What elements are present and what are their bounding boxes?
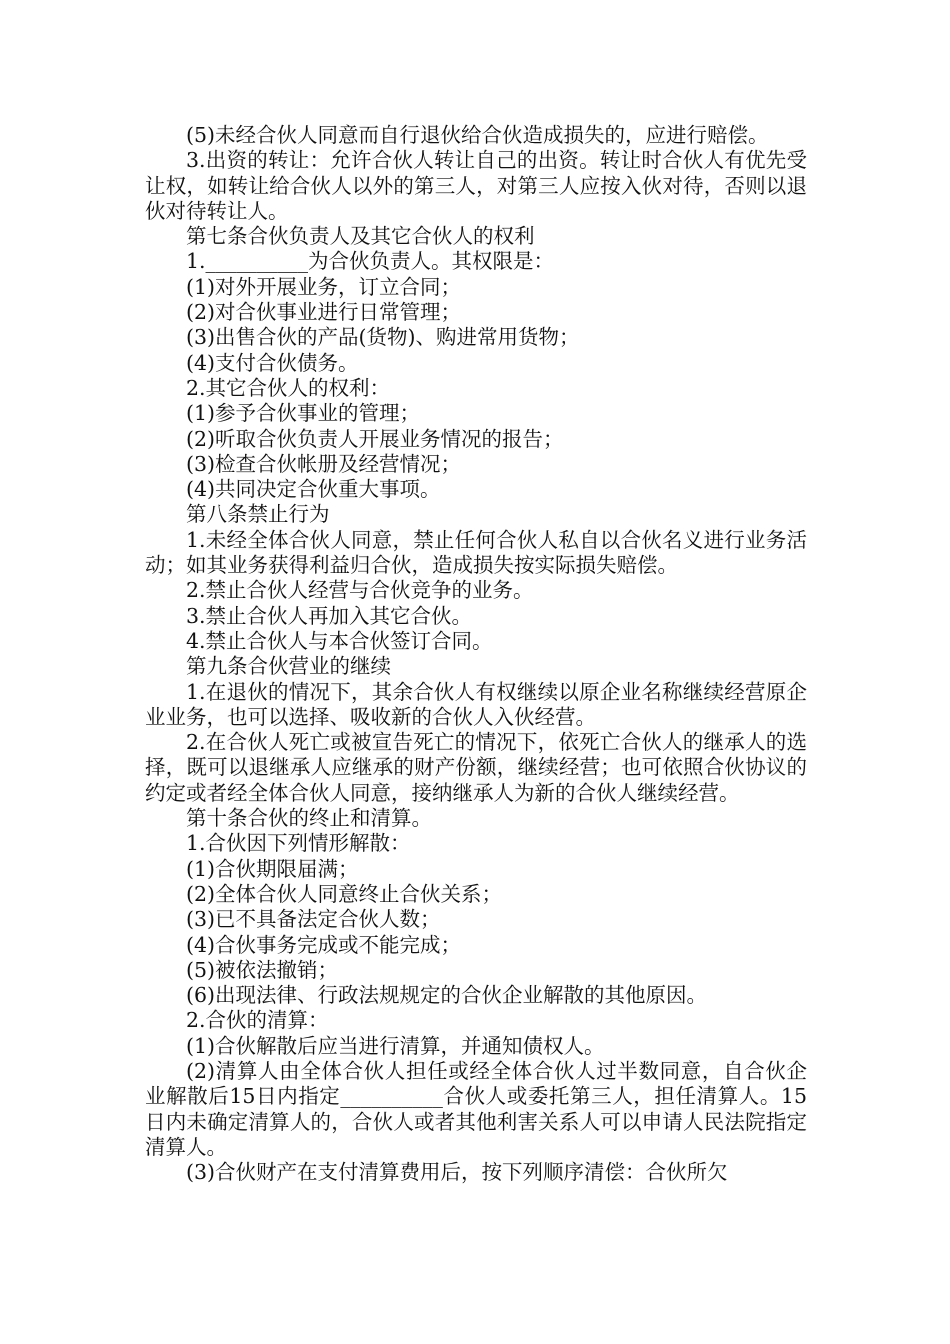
list-item: (1)合伙解散后应当进行清算，并通知债权人。 bbox=[186, 1033, 605, 1058]
section-heading: 第十条合伙的终止和清算。 bbox=[186, 806, 432, 831]
list-item: (3)合伙财产在支付清算费用后，按下列顺序清偿：合伙所欠 bbox=[186, 1160, 728, 1185]
paragraph: 2.合伙的清算： bbox=[186, 1008, 329, 1033]
paragraph: (5)未经合伙人同意而自行退伙给合伙造成损失的，应进行赔偿。 bbox=[186, 123, 769, 147]
document-body bbox=[145, 123, 807, 1185]
paragraph: 1.__________为合伙负责人。其权限是： bbox=[186, 249, 555, 274]
list-item: (4)支付合伙债务。 bbox=[186, 350, 359, 375]
list-item: (2)清算人由全体合伙人担任或经全体合伙人过半数同意，自合伙企业解散后15日内指定__________合伙人或委托第三人，担任清算人。15日内未确定清算人的，合伙人或者其他利害关系人可以申请人民法院指定清算人。 bbox=[145, 1058, 807, 1159]
list-item: (3)检查合伙帐册及经营情况； bbox=[186, 451, 462, 476]
paragraph: 1.在退伙的情况下，其余合伙人有权继续以原企业名称继续经营原企业业务，也可以选择、吸收新的合伙人入伙经营。 bbox=[145, 679, 807, 729]
paragraph: 3.出资的转让：允许合伙人转让自己的出资。转让时合伙人有优先受让权，如转让给合伙人以外的第三人，对第三人应按入伙对待，否则以退伙对待转让人。 bbox=[145, 148, 807, 223]
list-item: (4)合伙事务完成或不能完成； bbox=[186, 932, 462, 957]
paragraph: 1.未经全体合伙人同意，禁止任何合伙人私自以合伙名义进行业务活动；如其业务获得利益归合伙，造成损失按实际损失赔偿。 bbox=[145, 527, 807, 578]
list-item: (2)听取合伙负责人开展业务情况的报告； bbox=[186, 426, 564, 451]
paragraph: 2.禁止合伙人经营与合伙竞争的业务。 bbox=[186, 578, 534, 603]
section-heading: 第九条合伙营业的继续 bbox=[186, 654, 391, 679]
section-heading: 第七条合伙负责人及其它合伙人的权利 bbox=[186, 224, 535, 249]
section-heading: 第八条禁止行为 bbox=[186, 502, 330, 527]
list-item: (4)共同决定合伙重大事项。 bbox=[186, 477, 441, 502]
list-item: (6)出现法律、行政法规规定的合伙企业解散的其他原因。 bbox=[186, 983, 708, 1008]
list-item: (3)出售合伙的产品(货物)、购进常用货物； bbox=[186, 325, 580, 350]
paragraph: 3.禁止合伙人再加入其它合伙。 bbox=[186, 603, 473, 628]
paragraph: 2.在合伙人死亡或被宣告死亡的情况下，依死亡合伙人的继承人的选择，既可以退继承人应继承的财产份额，继续经营；也可依照合伙协议的约定或者经全体合伙人同意，接纳继承人为新的合伙人继续经营。 bbox=[145, 730, 807, 805]
list-item: (2)全体合伙人同意终止合伙关系； bbox=[186, 881, 503, 906]
list-item: (2)对合伙事业进行日常管理； bbox=[186, 300, 462, 325]
list-item: (1)参予合伙事业的管理； bbox=[186, 401, 421, 426]
paragraph: 1.合伙因下列情形解散： bbox=[186, 831, 411, 856]
list-item: (1)合伙期限届满； bbox=[186, 856, 359, 881]
list-item: (5)被依法撤销； bbox=[186, 957, 339, 982]
list-item: (3)已不具备法定合伙人数； bbox=[186, 907, 441, 932]
paragraph: 2.其它合伙人的权利： bbox=[186, 375, 391, 400]
paragraph: 4.禁止合伙人与本合伙签订合同。 bbox=[186, 628, 493, 653]
list-item: (1)对外开展业务，订立合同； bbox=[186, 274, 462, 299]
